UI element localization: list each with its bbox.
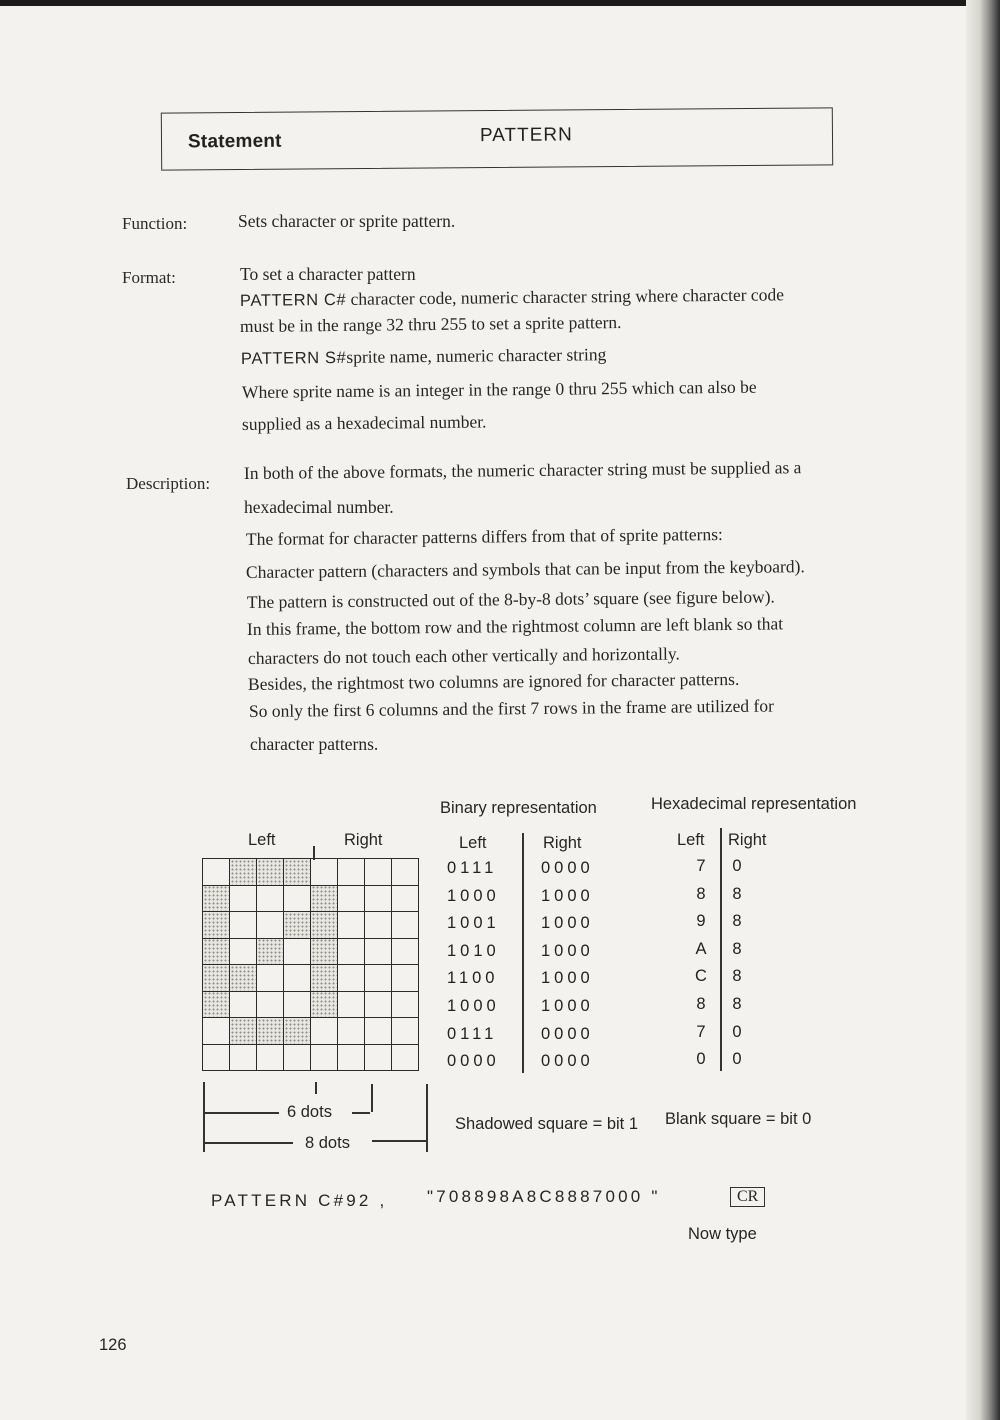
binary-left-value: 1000	[447, 996, 500, 1015]
grid-cell-bit-0	[365, 859, 392, 886]
description-line: In both of the above formats, the numeric character string must be supplied as a	[243, 457, 802, 483]
grid-cell-bit-0	[257, 885, 284, 912]
grid-cell-bit-1	[257, 1018, 284, 1045]
statement-keyword: PATTERN	[479, 124, 573, 147]
grid-cell-bit-0	[365, 912, 392, 939]
now-type-caption: Now type	[688, 1225, 757, 1243]
description-line: characters do not touch each other vertically and horizontally.	[247, 643, 680, 668]
hex-right-value: 8	[732, 912, 742, 931]
hex-right-value: 8	[732, 967, 742, 986]
grid-cell-bit-1	[203, 938, 230, 965]
grid-cell-bit-0	[338, 938, 365, 965]
grid-cell-bit-1	[311, 965, 338, 992]
binary-right-value: 0000	[541, 859, 594, 877]
grid-cell-bit-0	[392, 1018, 419, 1045]
format-code-s: PATTERN S#	[240, 348, 347, 368]
binary-column-divider	[522, 833, 524, 1073]
binary-left-header: Left	[459, 834, 487, 852]
grid-row	[203, 1018, 419, 1045]
grid-cell-bit-0	[311, 1044, 338, 1071]
grid-cell-bit-0	[230, 885, 257, 912]
grid-cell-bit-0	[203, 1044, 230, 1071]
grid-left-label: Left	[248, 831, 276, 849]
binary-right-value: 1000	[541, 996, 594, 1015]
dimension-8-end	[426, 1084, 428, 1152]
dot-pattern-grid	[202, 858, 419, 1071]
binary-right-value: 1000	[541, 914, 594, 933]
grid-row	[203, 885, 419, 912]
grid-cell-bit-1	[311, 938, 338, 965]
hex-left-value: 8	[696, 884, 706, 903]
grid-cell-bit-0	[230, 1044, 257, 1071]
binary-right-value: 1000	[541, 969, 594, 988]
description-line: character patterns.	[250, 734, 379, 754]
binary-right-value: 0000	[541, 1052, 594, 1071]
hex-right-header: Right	[728, 831, 767, 849]
grid-cell-bit-0	[365, 885, 392, 912]
binary-left-value: 1010	[447, 941, 500, 960]
grid-cell-bit-0	[230, 991, 257, 1018]
binary-left-value: 1100	[447, 969, 499, 988]
binary-left-value: 0111	[447, 1024, 498, 1043]
function-label: Function:	[122, 214, 188, 233]
grid-cell-bit-0	[230, 938, 257, 965]
grid-cell-bit-0	[365, 1018, 392, 1045]
grid-cell-bit-0	[392, 965, 419, 992]
grid-row	[203, 991, 419, 1018]
grid-cell-bit-1	[284, 912, 311, 939]
grid-cell-bit-1	[284, 1018, 311, 1045]
hex-left-value: A	[695, 939, 707, 958]
grid-row	[203, 912, 419, 939]
dimension-8-line-left	[205, 1142, 293, 1144]
format-line-2	[240, 284, 784, 311]
grid-cell-bit-0	[392, 1044, 419, 1071]
hex-right-value: 8	[732, 939, 742, 958]
grid-cell-bit-0	[203, 1018, 230, 1045]
grid-cell-bit-0	[284, 885, 311, 912]
dimension-6-line-left	[205, 1112, 279, 1114]
format-line-5: Where sprite name is an integer in the range 0 thru 255 which can also be	[241, 376, 757, 402]
binary-right-value: 1000	[541, 886, 594, 905]
dimension-6-label: 6 dots	[287, 1103, 332, 1121]
hex-representation-title: Hexadecimal representation	[651, 795, 857, 813]
description-line: In this frame, the bottom row and the rightmost column are left blank so that	[246, 613, 784, 639]
grid-cell-bit-0	[311, 1018, 338, 1045]
grid-cell-bit-0	[365, 965, 392, 992]
grid-cell-bit-1	[257, 859, 284, 886]
legend-blank: Blank square = bit 0	[665, 1110, 812, 1128]
description-line: hexadecimal number.	[244, 497, 394, 517]
grid-row	[203, 938, 419, 965]
format-line-4	[241, 344, 606, 369]
format-code-c: PATTERN C#	[239, 290, 347, 310]
hex-right-value: 0	[732, 1050, 742, 1069]
dimension-8-line-right	[372, 1140, 426, 1142]
format-line-2-rest: character code, numeric character string where character code	[346, 284, 785, 309]
hex-left-column	[691, 853, 711, 1074]
hex-right-value: 8	[732, 884, 742, 903]
description-line: Besides, the rightmost two columns are ignored for character patterns.	[247, 668, 740, 694]
grid-cell-bit-0	[203, 859, 230, 886]
command-statement: PATTERN C#92 ,	[211, 1191, 388, 1210]
grid-row	[203, 859, 419, 886]
statement-header-box	[161, 107, 833, 170]
description-line: Character pattern (characters and symbols that can be input from the keyboard).	[245, 556, 805, 582]
binary-right-column	[541, 855, 594, 1076]
hex-left-header: Left	[677, 831, 705, 849]
format-label: Format:	[122, 268, 176, 287]
grid-cell-bit-0	[284, 938, 311, 965]
hex-left-value: 7	[696, 1022, 706, 1041]
grid-cell-bit-0	[392, 885, 419, 912]
grid-cell-bit-0	[257, 965, 284, 992]
grid-cell-bit-0	[284, 991, 311, 1018]
grid-cell-bit-0	[338, 1018, 365, 1045]
grid-cell-bit-0	[338, 965, 365, 992]
grid-cell-bit-0	[257, 1044, 284, 1071]
format-line-6: supplied as a hexadecimal number.	[241, 411, 487, 434]
grid-row	[203, 965, 419, 992]
page-binding-edge	[966, 0, 1000, 1420]
grid-cell-bit-0	[338, 885, 365, 912]
grid-cell-bit-0	[284, 965, 311, 992]
hex-right-value: 0	[732, 857, 742, 875]
binary-right-value: 0000	[541, 1024, 594, 1043]
binary-right-value: 1000	[541, 941, 594, 960]
binary-left-value: 0111	[447, 859, 498, 877]
grid-cell-bit-0	[365, 938, 392, 965]
hex-left-value: 0	[696, 1050, 706, 1069]
grid-cell-bit-0	[257, 912, 284, 939]
grid-cell-bit-0	[392, 859, 419, 886]
dimension-6-end	[371, 1084, 373, 1112]
binary-left-value: 1000	[447, 886, 500, 905]
command-string: "708898A8C8887000 "	[427, 1187, 661, 1206]
dimension-6-line-right	[352, 1112, 370, 1114]
grid-cell-bit-0	[338, 912, 365, 939]
dimension-6-extension-tick	[315, 1082, 317, 1094]
hex-right-column	[727, 853, 747, 1074]
grid-cell-bit-0	[338, 991, 365, 1018]
grid-cell-bit-1	[230, 965, 257, 992]
cr-key-symbol: CR	[730, 1187, 765, 1207]
format-line-1: To set a character pattern	[240, 264, 416, 284]
hex-column-divider	[720, 828, 722, 1071]
grid-cell-bit-0	[392, 912, 419, 939]
grid-row	[203, 1044, 419, 1071]
function-text: Sets character or sprite pattern.	[238, 211, 456, 231]
binary-left-value: 0000	[447, 1052, 500, 1071]
grid-cell-bit-1	[203, 912, 230, 939]
hex-left-value: C	[695, 967, 707, 986]
binary-left-column	[447, 855, 500, 1076]
dimension-8-label: 8 dots	[305, 1134, 350, 1152]
description-label: Description:	[126, 474, 211, 493]
hex-left-value: 8	[696, 994, 706, 1013]
grid-cell-bit-0	[392, 938, 419, 965]
description-line: The format for character patterns differs from that of sprite patterns:	[245, 524, 723, 549]
hex-left-value: 9	[696, 912, 706, 931]
grid-cell-bit-0	[392, 991, 419, 1018]
grid-cell-bit-1	[230, 859, 257, 886]
grid-cell-bit-1	[311, 991, 338, 1018]
grid-cell-bit-0	[257, 991, 284, 1018]
grid-right-label: Right	[344, 831, 383, 849]
grid-cell-bit-0	[338, 1044, 365, 1071]
statement-label: Statement	[187, 130, 282, 153]
page-number: 126	[99, 1336, 127, 1354]
grid-cell-bit-1	[257, 938, 284, 965]
grid-cell-bit-0	[338, 859, 365, 886]
grid-cell-bit-1	[203, 885, 230, 912]
grid-cell-bit-1	[284, 859, 311, 886]
hex-right-value: 8	[732, 994, 742, 1013]
binary-representation-title: Binary representation	[440, 799, 597, 817]
page-top-edge	[0, 0, 1000, 6]
legend-shadowed: Shadowed square = bit 1	[455, 1115, 639, 1133]
grid-cell-bit-0	[365, 1044, 392, 1071]
description-line: The pattern is constructed out of the 8-by-8 dots’ square (see figure below).	[246, 586, 775, 612]
grid-cell-bit-1	[311, 912, 338, 939]
grid-cell-bit-0	[230, 912, 257, 939]
hex-left-value: 7	[696, 857, 706, 875]
grid-cell-bit-1	[203, 991, 230, 1018]
grid-cell-bit-0	[284, 1044, 311, 1071]
hex-right-value: 0	[732, 1022, 742, 1041]
grid-cell-bit-1	[203, 965, 230, 992]
format-line-3: must be in the range 32 thru 255 to set a sprite pattern.	[239, 312, 622, 336]
binary-right-header: Right	[543, 834, 582, 852]
grid-cell-bit-1	[311, 885, 338, 912]
grid-cell-bit-1	[230, 1018, 257, 1045]
description-line: So only the first 6 columns and the first 7 rows in the frame are utilized for	[248, 695, 774, 721]
format-line-4-rest: sprite name, numeric character string	[346, 344, 607, 367]
grid-cell-bit-0	[311, 859, 338, 886]
binary-left-value: 1001	[447, 914, 500, 933]
grid-cell-bit-0	[365, 991, 392, 1018]
